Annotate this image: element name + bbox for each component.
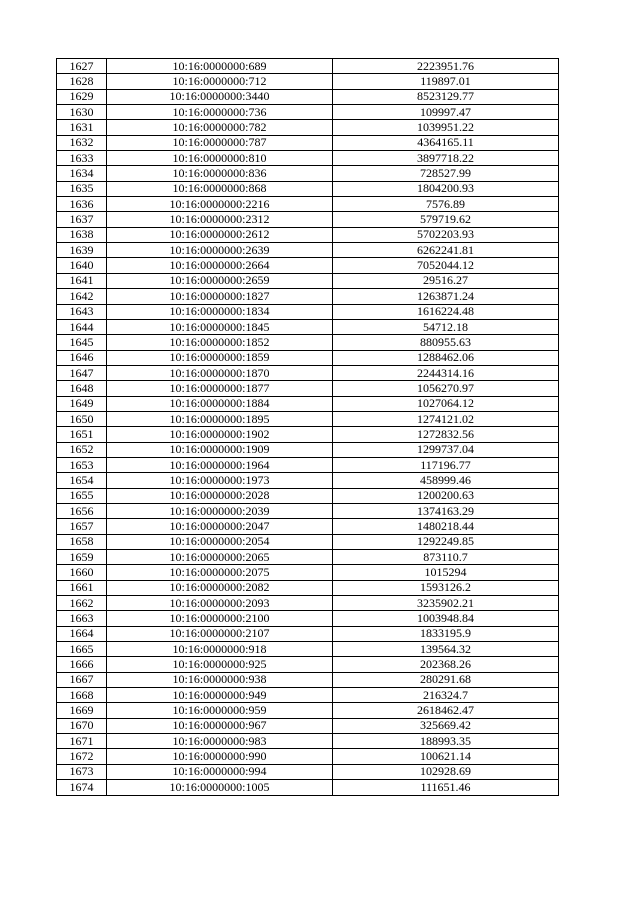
table-row bbox=[57, 688, 559, 703]
table-row bbox=[57, 473, 559, 488]
table-row bbox=[57, 304, 559, 319]
table-row bbox=[57, 580, 559, 595]
cadastral-number-cell: 10:16:0000000:1870 bbox=[107, 365, 333, 380]
table-row bbox=[57, 74, 559, 89]
table-row bbox=[57, 703, 559, 718]
cadastral-number-cell: 10:16:0000000:990 bbox=[107, 749, 333, 764]
cadastral-number-cell: 10:16:0000000:2028 bbox=[107, 488, 333, 503]
row-number-cell: 1666 bbox=[57, 657, 107, 672]
cadastral-number-cell: 10:16:0000000:736 bbox=[107, 105, 333, 120]
table-row bbox=[57, 319, 559, 334]
value-cell: 1480218.44 bbox=[333, 519, 559, 534]
value-cell: 1804200.93 bbox=[333, 181, 559, 196]
row-number-cell: 1668 bbox=[57, 688, 107, 703]
row-number-cell: 1631 bbox=[57, 120, 107, 135]
value-cell: 117196.77 bbox=[333, 457, 559, 472]
table-row bbox=[57, 151, 559, 166]
cadastral-number-cell: 10:16:0000000:2312 bbox=[107, 212, 333, 227]
table-row bbox=[57, 59, 559, 74]
cadastral-number-cell: 10:16:0000000:782 bbox=[107, 120, 333, 135]
cadastral-number-cell: 10:16:0000000:810 bbox=[107, 151, 333, 166]
table-row bbox=[57, 120, 559, 135]
row-number-cell: 1638 bbox=[57, 227, 107, 242]
row-number-cell: 1665 bbox=[57, 642, 107, 657]
value-cell: 7576.89 bbox=[333, 197, 559, 212]
value-cell: 102928.69 bbox=[333, 764, 559, 779]
row-number-cell: 1632 bbox=[57, 135, 107, 150]
table-row bbox=[57, 718, 559, 733]
table-row bbox=[57, 519, 559, 534]
table-row bbox=[57, 381, 559, 396]
cadastral-number-cell: 10:16:0000000:712 bbox=[107, 74, 333, 89]
cadastral-number-cell: 10:16:0000000:689 bbox=[107, 59, 333, 74]
cadastral-number-cell: 10:16:0000000:1005 bbox=[107, 780, 333, 795]
value-cell: 1299737.04 bbox=[333, 442, 559, 457]
table-row bbox=[57, 243, 559, 258]
cadastral-number-cell: 10:16:0000000:938 bbox=[107, 672, 333, 687]
cadastral-number-cell: 10:16:0000000:1827 bbox=[107, 289, 333, 304]
row-number-cell: 1641 bbox=[57, 273, 107, 288]
table-row bbox=[57, 550, 559, 565]
value-cell: 1374163.29 bbox=[333, 503, 559, 518]
cadastral-number-cell: 10:16:0000000:994 bbox=[107, 764, 333, 779]
value-cell: 1593126.2 bbox=[333, 580, 559, 595]
value-cell: 3235902.21 bbox=[333, 596, 559, 611]
value-cell: 6262241.81 bbox=[333, 243, 559, 258]
value-cell: 109997.47 bbox=[333, 105, 559, 120]
value-cell: 119897.01 bbox=[333, 74, 559, 89]
cadastral-number-cell: 10:16:0000000:2100 bbox=[107, 611, 333, 626]
cadastral-number-cell: 10:16:0000000:2664 bbox=[107, 258, 333, 273]
value-cell: 728527.99 bbox=[333, 166, 559, 181]
row-number-cell: 1657 bbox=[57, 519, 107, 534]
value-cell: 1200200.63 bbox=[333, 488, 559, 503]
value-cell: 5702203.93 bbox=[333, 227, 559, 242]
data-table bbox=[56, 58, 559, 796]
table-row bbox=[57, 503, 559, 518]
table-row bbox=[57, 258, 559, 273]
row-number-cell: 1640 bbox=[57, 258, 107, 273]
cadastral-number-cell: 10:16:0000000:967 bbox=[107, 718, 333, 733]
table-row bbox=[57, 672, 559, 687]
row-number-cell: 1651 bbox=[57, 427, 107, 442]
value-cell: 4364165.11 bbox=[333, 135, 559, 150]
cadastral-number-cell: 10:16:0000000:959 bbox=[107, 703, 333, 718]
value-cell: 2244314.16 bbox=[333, 365, 559, 380]
row-number-cell: 1650 bbox=[57, 411, 107, 426]
row-number-cell: 1649 bbox=[57, 396, 107, 411]
value-cell: 1056270.97 bbox=[333, 381, 559, 396]
value-cell: 54712.18 bbox=[333, 319, 559, 334]
cadastral-number-cell: 10:16:0000000:2075 bbox=[107, 565, 333, 580]
row-number-cell: 1648 bbox=[57, 381, 107, 396]
value-cell: 1616224.48 bbox=[333, 304, 559, 319]
row-number-cell: 1673 bbox=[57, 764, 107, 779]
row-number-cell: 1653 bbox=[57, 457, 107, 472]
row-number-cell: 1636 bbox=[57, 197, 107, 212]
row-number-cell: 1628 bbox=[57, 74, 107, 89]
table-row bbox=[57, 457, 559, 472]
cadastral-number-cell: 10:16:0000000:836 bbox=[107, 166, 333, 181]
cadastral-number-cell: 10:16:0000000:2093 bbox=[107, 596, 333, 611]
cadastral-number-cell: 10:16:0000000:1884 bbox=[107, 396, 333, 411]
table-row bbox=[57, 105, 559, 120]
row-number-cell: 1659 bbox=[57, 550, 107, 565]
row-number-cell: 1629 bbox=[57, 89, 107, 104]
cadastral-number-cell: 10:16:0000000:1902 bbox=[107, 427, 333, 442]
table-row bbox=[57, 350, 559, 365]
value-cell: 202368.26 bbox=[333, 657, 559, 672]
table-row bbox=[57, 197, 559, 212]
cadastral-number-cell: 10:16:0000000:949 bbox=[107, 688, 333, 703]
value-cell: 458999.46 bbox=[333, 473, 559, 488]
table-row bbox=[57, 365, 559, 380]
table-row bbox=[57, 534, 559, 549]
row-number-cell: 1639 bbox=[57, 243, 107, 258]
row-number-cell: 1667 bbox=[57, 672, 107, 687]
value-cell: 111651.46 bbox=[333, 780, 559, 795]
row-number-cell: 1643 bbox=[57, 304, 107, 319]
row-number-cell: 1635 bbox=[57, 181, 107, 196]
cadastral-number-cell: 10:16:0000000:2054 bbox=[107, 534, 333, 549]
row-number-cell: 1627 bbox=[57, 59, 107, 74]
cadastral-number-cell: 10:16:0000000:918 bbox=[107, 642, 333, 657]
value-cell: 1833195.9 bbox=[333, 626, 559, 641]
row-number-cell: 1663 bbox=[57, 611, 107, 626]
cadastral-number-cell: 10:16:0000000:2082 bbox=[107, 580, 333, 595]
cadastral-number-cell: 10:16:0000000:1852 bbox=[107, 335, 333, 350]
cadastral-number-cell: 10:16:0000000:2612 bbox=[107, 227, 333, 242]
row-number-cell: 1658 bbox=[57, 534, 107, 549]
table-row bbox=[57, 273, 559, 288]
value-cell: 1027064.12 bbox=[333, 396, 559, 411]
cadastral-number-cell: 10:16:0000000:2107 bbox=[107, 626, 333, 641]
value-cell: 216324.7 bbox=[333, 688, 559, 703]
value-cell: 1263871.24 bbox=[333, 289, 559, 304]
row-number-cell: 1664 bbox=[57, 626, 107, 641]
table-body bbox=[57, 59, 559, 796]
cadastral-number-cell: 10:16:0000000:1859 bbox=[107, 350, 333, 365]
table-row bbox=[57, 764, 559, 779]
table-row bbox=[57, 749, 559, 764]
table-row bbox=[57, 89, 559, 104]
row-number-cell: 1660 bbox=[57, 565, 107, 580]
value-cell: 1003948.84 bbox=[333, 611, 559, 626]
value-cell: 2618462.47 bbox=[333, 703, 559, 718]
row-number-cell: 1654 bbox=[57, 473, 107, 488]
cadastral-number-cell: 10:16:0000000:2639 bbox=[107, 243, 333, 258]
cadastral-number-cell: 10:16:0000000:3440 bbox=[107, 89, 333, 104]
cadastral-number-cell: 10:16:0000000:1877 bbox=[107, 381, 333, 396]
value-cell: 2223951.76 bbox=[333, 59, 559, 74]
cadastral-number-cell: 10:16:0000000:925 bbox=[107, 657, 333, 672]
row-number-cell: 1670 bbox=[57, 718, 107, 733]
value-cell: 873110.7 bbox=[333, 550, 559, 565]
table-row bbox=[57, 734, 559, 749]
row-number-cell: 1647 bbox=[57, 365, 107, 380]
row-number-cell: 1662 bbox=[57, 596, 107, 611]
cadastral-number-cell: 10:16:0000000:2216 bbox=[107, 197, 333, 212]
value-cell: 1039951.22 bbox=[333, 120, 559, 135]
value-cell: 1015294 bbox=[333, 565, 559, 580]
value-cell: 579719.62 bbox=[333, 212, 559, 227]
row-number-cell: 1633 bbox=[57, 151, 107, 166]
table-row bbox=[57, 596, 559, 611]
value-cell: 1272832.56 bbox=[333, 427, 559, 442]
cadastral-number-cell: 10:16:0000000:1909 bbox=[107, 442, 333, 457]
table-row bbox=[57, 427, 559, 442]
table-row bbox=[57, 335, 559, 350]
row-number-cell: 1674 bbox=[57, 780, 107, 795]
cadastral-number-cell: 10:16:0000000:1895 bbox=[107, 411, 333, 426]
table-row bbox=[57, 212, 559, 227]
table-row bbox=[57, 396, 559, 411]
row-number-cell: 1669 bbox=[57, 703, 107, 718]
row-number-cell: 1630 bbox=[57, 105, 107, 120]
value-cell: 100621.14 bbox=[333, 749, 559, 764]
table-row bbox=[57, 411, 559, 426]
row-number-cell: 1655 bbox=[57, 488, 107, 503]
cadastral-number-cell: 10:16:0000000:983 bbox=[107, 734, 333, 749]
table-row bbox=[57, 611, 559, 626]
row-number-cell: 1656 bbox=[57, 503, 107, 518]
table-row bbox=[57, 657, 559, 672]
cadastral-number-cell: 10:16:0000000:1834 bbox=[107, 304, 333, 319]
cadastral-number-cell: 10:16:0000000:2065 bbox=[107, 550, 333, 565]
row-number-cell: 1637 bbox=[57, 212, 107, 227]
value-cell: 1274121.02 bbox=[333, 411, 559, 426]
table-row bbox=[57, 227, 559, 242]
row-number-cell: 1644 bbox=[57, 319, 107, 334]
row-number-cell: 1672 bbox=[57, 749, 107, 764]
cadastral-number-cell: 10:16:0000000:2047 bbox=[107, 519, 333, 534]
cadastral-number-cell: 10:16:0000000:868 bbox=[107, 181, 333, 196]
row-number-cell: 1646 bbox=[57, 350, 107, 365]
table-row bbox=[57, 565, 559, 580]
cadastral-number-cell: 10:16:0000000:787 bbox=[107, 135, 333, 150]
value-cell: 880955.63 bbox=[333, 335, 559, 350]
cadastral-number-cell: 10:16:0000000:2659 bbox=[107, 273, 333, 288]
value-cell: 1288462.06 bbox=[333, 350, 559, 365]
value-cell: 188993.35 bbox=[333, 734, 559, 749]
value-cell: 139564.32 bbox=[333, 642, 559, 657]
value-cell: 280291.68 bbox=[333, 672, 559, 687]
value-cell: 325669.42 bbox=[333, 718, 559, 733]
value-cell: 1292249.85 bbox=[333, 534, 559, 549]
row-number-cell: 1652 bbox=[57, 442, 107, 457]
table-row bbox=[57, 642, 559, 657]
value-cell: 3897718.22 bbox=[333, 151, 559, 166]
value-cell: 7052044.12 bbox=[333, 258, 559, 273]
row-number-cell: 1642 bbox=[57, 289, 107, 304]
row-number-cell: 1634 bbox=[57, 166, 107, 181]
table-row bbox=[57, 181, 559, 196]
table-row bbox=[57, 780, 559, 795]
value-cell: 8523129.77 bbox=[333, 89, 559, 104]
table-row bbox=[57, 135, 559, 150]
table-row bbox=[57, 289, 559, 304]
table-row bbox=[57, 626, 559, 641]
row-number-cell: 1645 bbox=[57, 335, 107, 350]
cadastral-number-cell: 10:16:0000000:1973 bbox=[107, 473, 333, 488]
row-number-cell: 1661 bbox=[57, 580, 107, 595]
cadastral-number-cell: 10:16:0000000:1845 bbox=[107, 319, 333, 334]
value-cell: 29516.27 bbox=[333, 273, 559, 288]
cadastral-number-cell: 10:16:0000000:1964 bbox=[107, 457, 333, 472]
table-row bbox=[57, 166, 559, 181]
cadastral-number-cell: 10:16:0000000:2039 bbox=[107, 503, 333, 518]
table-row bbox=[57, 442, 559, 457]
row-number-cell: 1671 bbox=[57, 734, 107, 749]
table-row bbox=[57, 488, 559, 503]
